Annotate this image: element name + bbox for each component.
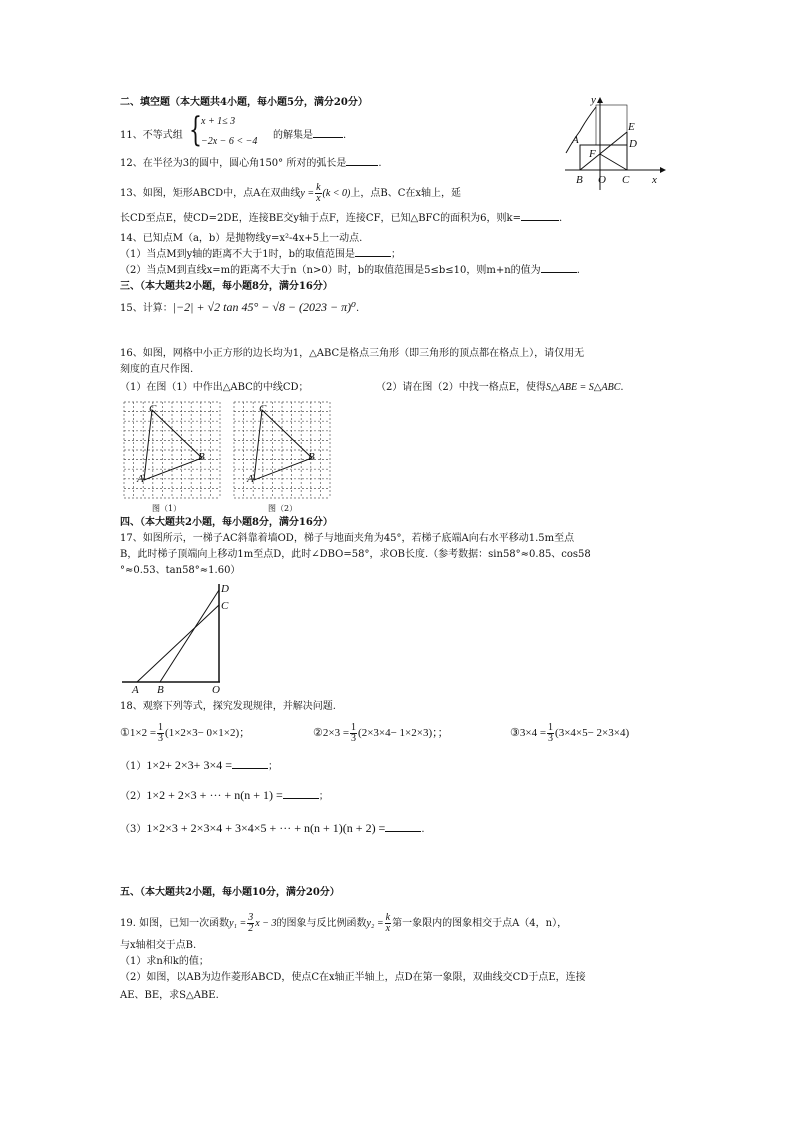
section-2-title: 二、填空题（本大题共4小题，每小题5分，满分20分） bbox=[120, 97, 368, 108]
q19-line2: 与x轴相交于点B. bbox=[120, 940, 197, 951]
q16-fig1-caption: 图（1） bbox=[152, 504, 182, 513]
fig17-ladder-ac bbox=[137, 605, 219, 682]
fig13-label-a: A bbox=[572, 134, 579, 146]
q16-stem-1: 16、如图，网格中小正方形的边长均为1，△ABC是格点三角形（即三角形的顶点都在格点上），请仅用无 bbox=[120, 348, 585, 359]
fig13-label-d: D bbox=[629, 138, 637, 150]
fig13-shade bbox=[596, 105, 627, 145]
q14-stem: 14、已知点M（a，b）是抛物线y=x²-4x+5上一动点. bbox=[120, 233, 363, 244]
fig16-1-label-c: C bbox=[149, 403, 157, 415]
q11-inequality-1: x + 1≤ 3 bbox=[201, 116, 236, 127]
q18-part2: （2）1×2 + 2×3 + ··· + n(n + 1) = ； bbox=[120, 788, 329, 802]
q13-line2: 长CD至点E，使CD=2DE，连接BE交y轴于点F，连接CF，已知△BFC的面积为6，则k= . bbox=[120, 213, 563, 224]
q17-figure bbox=[120, 580, 235, 695]
q14-part1: （1）当点M到y轴的距离不大于1时，b的取值范围是 ； bbox=[120, 249, 402, 260]
fig13-x-arrow bbox=[660, 167, 666, 173]
q16-figure-1 bbox=[122, 400, 222, 500]
fig16-2-label-b: B bbox=[308, 451, 315, 463]
q13-line1: 13、如图，矩形ABCD中，点A在双曲线y = $\frac{k}{x}$ (k < 0)上，点B、C在x轴上，延 bbox=[120, 182, 462, 204]
section-4-title: 四、（本大题共2小题，每小题8分，满分16分） bbox=[120, 517, 333, 528]
q16-part1: （1）在图（1）中作出△ABC的中线CD； bbox=[120, 382, 309, 393]
fig13-be bbox=[580, 132, 627, 170]
fig13-label-c: C bbox=[622, 174, 630, 186]
q16-fig2-caption: 图（2） bbox=[268, 504, 298, 513]
q18-equation-3: ③3×4 = $\frac{1}{3}$ (3×4×5− 2×3×4) bbox=[510, 722, 630, 744]
q11-brace: { bbox=[189, 110, 202, 150]
q16-stem-2: 刻度的直尺作图. bbox=[120, 364, 194, 375]
q16-figure-2 bbox=[232, 400, 332, 500]
q18-equation-2: ②2×3 = $\frac{1}{3}$ (2×3×4− 1×2×3)；； bbox=[313, 722, 449, 744]
q17-line3: °≈0.53、tan58°≈1.60） bbox=[120, 565, 241, 576]
fig13-label-f: F bbox=[589, 148, 596, 160]
q19-part2-line1: （2）如图，以AB为边作菱形ABCD，使点C在x轴正半轴上，点D在第一象限，双曲线交CD于点E，连接 bbox=[120, 972, 586, 983]
q17-line2: B，此时梯子顶端向上移动1m至点D，此时∠DBO=58°，求OB长度.（参考数据：sin58°≈0.85、cos58 bbox=[120, 549, 591, 560]
fig13-label-o: O bbox=[598, 174, 606, 186]
fig16-2-label-c: C bbox=[259, 403, 267, 415]
fig13-y-arrow bbox=[597, 97, 603, 103]
fig13-hyperbola bbox=[566, 107, 596, 153]
q18-part3: （3）1×2×3 + 2×3×4 + 3×4×5 + ··· + n(n + 1)(n + 2) = . bbox=[120, 821, 425, 835]
fig17-label-b: B bbox=[157, 684, 164, 696]
q15-text: 15、计算：|−2| + √2 tan 45° − √8 − (2023 − π)⁰. bbox=[120, 300, 360, 314]
fig16-2-label-a: A bbox=[247, 473, 254, 485]
fig13-label-y: y bbox=[591, 94, 596, 106]
fig17-label-c: C bbox=[221, 600, 229, 612]
q19-part1: （1）求n和k的值； bbox=[120, 956, 209, 967]
q18-part1: （1）1×2+ 2×3+ 3×4 = ； bbox=[120, 758, 278, 772]
fig13-cf bbox=[600, 154, 627, 170]
fig17-ladder-bd bbox=[160, 590, 219, 682]
q17-line1: 17、如图所示，一梯子AC斜靠着墙OD，梯子与地面夹角为45°，若梯子底端A向右水平移动1.5m至点 bbox=[120, 533, 575, 544]
q14-part2: （2）当点M到直线x=m的距离不大于n（n>0）时，b的取值范围是5≤b≤10，则m+n的值为 . bbox=[120, 265, 580, 276]
fig13-label-b: B bbox=[576, 174, 583, 186]
fig17-label-a: A bbox=[132, 684, 139, 696]
fig17-label-o: O bbox=[212, 684, 220, 696]
fig16-1-label-a: A bbox=[137, 473, 144, 485]
q13-figure bbox=[560, 95, 670, 195]
q12-text: 12、在半径为3的圆中，圆心角150° 所对的弧长是 . bbox=[120, 158, 382, 169]
q18-equation-1: ①1×2 = $\frac{1}{3}$ (1×2×3− 0×1×2)； bbox=[120, 722, 251, 744]
q18-stem: 18、观察下列等式，探究发现规律，并解决问题. bbox=[120, 701, 336, 712]
section-5-title: 五、（本大题共2小题，每小题10分，满分20分） bbox=[120, 887, 340, 898]
q19-part2-line2: AE、BE，求S△ABE. bbox=[120, 990, 219, 1001]
fig17-label-d: D bbox=[221, 583, 229, 595]
q19-line1: 19. 如图，已知一次函数y₁ = $\frac{3}{2}$ x − 3的图象与反比例函数y₂ = $\frac{k}{x}$ 第一象限内的图象相交于点A（4，n）， bbox=[120, 912, 568, 934]
q16-part2: （2）请在图（2）中找一格点E，使得S△ABE = S△ABC. bbox=[376, 382, 624, 393]
fig13-label-x: x bbox=[652, 174, 657, 186]
fig16-1-label-b: B bbox=[198, 451, 205, 463]
section-3-title: 三、（本大题共2小题，每小题8分，满分16分） bbox=[120, 281, 333, 292]
q11-inequality-2: −2x − 6 < −4 bbox=[201, 136, 258, 147]
fig13-label-e: E bbox=[628, 121, 635, 133]
q11-suffix: 的解集是 . bbox=[273, 130, 347, 141]
q11-prefix: 11、不等式组 bbox=[120, 130, 183, 141]
